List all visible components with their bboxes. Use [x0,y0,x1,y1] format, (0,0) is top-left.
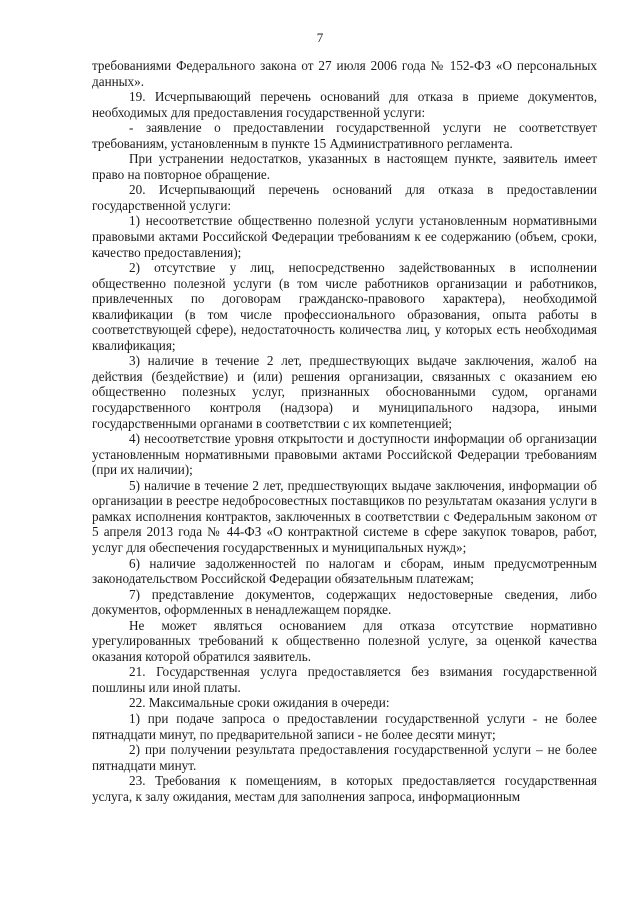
paragraph-item-20-3: 3) наличие в течение 2 лет, предшествующих выдаче заключения, жалоб на действия (бездействие) и (или) решения организации, связанных с оказанием ею общественно полезных услуг, признанных обоснованными судом, органами государственного контроля (надзора) и муниципального надзора, иными государственными органами в соответствии с их компетенцией; [92,353,597,431]
paragraph-item-22: 22. Максимальные сроки ожидания в очереди: [129,695,390,711]
paragraph-item-20: 20. Исчерпывающий перечень оснований для отказа в предоставлении государственной услуги: [92,182,597,213]
paragraph-item-19: 19. Исчерпывающий перечень оснований для отказа в приеме документов, необходимых для предоставления государственной услуги: [92,89,597,120]
paragraph-item-22-2: 2) при получении результата предоставления государственной услуги – не более пятнадцати минут. [92,742,597,773]
paragraph-continuation: требованиями Федерального закона от 27 июля 2006 года № 152-ФЗ «О персональных данных». [92,58,597,89]
paragraph-item-20-2: 2) отсутствие у лиц, непосредственно задействованных в исполнении общественно полезной услуги (в том числе работников организации и работников, привлеченных по договорам гражданско-правового характера), необходимой квалификации (в том числе профессионального образования, опыта работы в соответствующей сфере), недостаточность количества лиц, у которых есть необходимая квалификация; [92,260,597,353]
paragraph-item-20-7: 7) представление документов, содержащих недостоверные сведения, либо документов, оформленных в ненадлежащем порядке. [92,586,597,618]
paragraph-item-23: 23. Требования к помещениям, в которых предоставляется государственная услуга, к залу ожидания, местам для заполнения запроса, информационным [92,773,597,804]
page-number: 7 [316,30,324,45]
paragraph-item-20-6: 6) наличие задолженностей по налогам и сборам, иным предусмотренным законодательством Российской Федерации обязательным платежам; [92,555,597,587]
paragraph-item-20-note: Не может являться основанием для отказа отсутствие нормативно урегулированных требований к общественно полезной услуге, за оценкой качества оказания которой обратился заявитель. [92,617,597,664]
paragraph-item-21: 21. Государственная услуга предоставляется без взимания государственной пошлины или иной платы. [92,664,597,695]
paragraph-item-20-4: 4) несоответствие уровня открытости и доступности информации об организации установленным нормативными правовыми актами Российской Федерации требованиям (при их наличии); [92,431,597,478]
paragraph-item-19-bullet: - заявление о предоставлении государственной услуги не соответствует требованиям, установленным в пункте 15 Административного регламента. [92,120,597,151]
paragraph-item-20-1: 1) несоответствие общественно полезной услуги установленным нормативными правовыми актами Российской Федерации требованиям к ее содержанию (объем, сроки, качество предоставления); [92,213,597,260]
paragraph-item-19-note: При устранении недостатков, указанных в настоящем пункте, заявитель имеет право на повторное обращение. [92,151,597,182]
paragraph-item-22-1: 1) при подаче запроса о предоставлении государственной услуги - не более пятнадцати минут, по предварительной записи - не более десяти минут; [92,710,597,742]
paragraph-item-20-5: 5) наличие в течение 2 лет, предшествующих выдаче заключения, информации об организации в реестре недобросовестных поставщиков по результатам оказания услуги в рамках исполнения контрактов, заключенных в соответствии с Федеральным законом от 5 апреля 2013 года № 44-ФЗ «О контрактной системе в сфере закупок товаров, работ, услуг для обеспечения государственных и муниципальных нужд»; [92,477,597,555]
document-body [92,58,597,804]
